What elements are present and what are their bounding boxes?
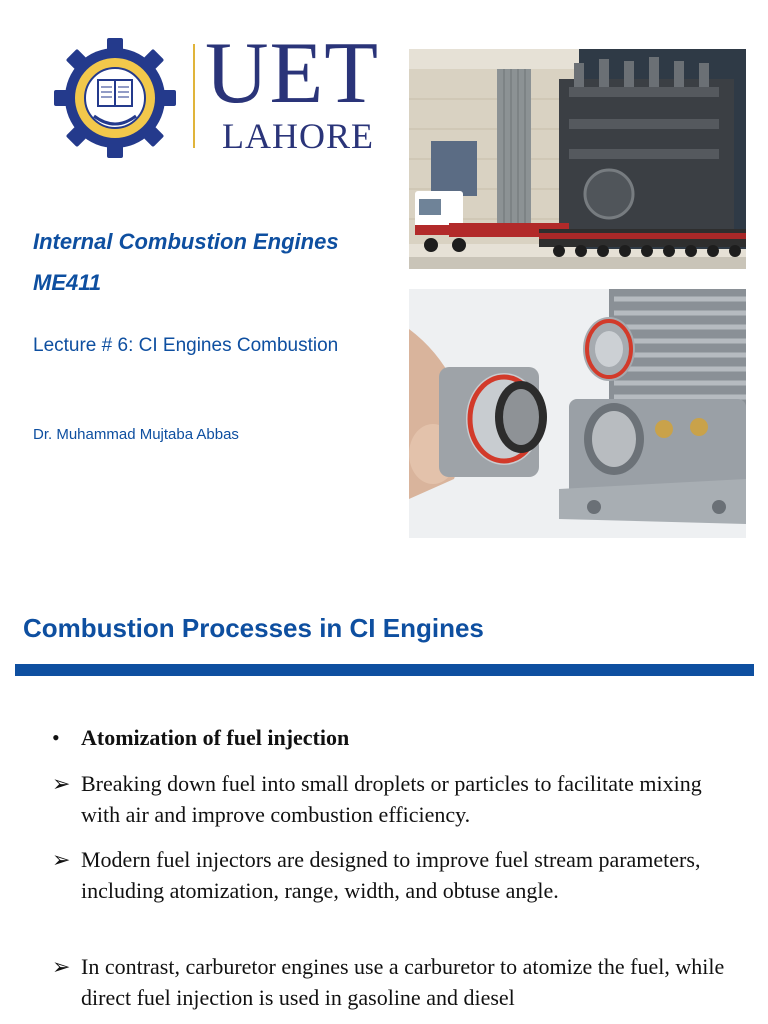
title-underline: [15, 664, 754, 676]
author-name: Dr. Muhammad Mujtaba Abbas: [33, 426, 239, 443]
large-engine-truck-photo: [409, 49, 746, 269]
list-item-text: In contrast, carburetor engines use a carburetor to atomize the fuel, while direct fuel injection is used in gasoline and diesel: [81, 954, 725, 1010]
bullet-heading: Atomization of fuel injection: [81, 725, 350, 750]
arrow-bullet-icon: ➢: [52, 954, 71, 979]
course-title: Internal Combustion Engines: [33, 229, 339, 254]
list-item-text: Breaking down fuel into small droplets or particles to facilitate mixing with air and improve combustion efficiency.: [81, 771, 702, 827]
logo-name: UET: [205, 25, 380, 122]
logo-city: LAHORE: [222, 116, 374, 156]
slide-title: Combustion Processes in CI Engines: [23, 613, 484, 643]
arrow-bullet-icon: ➢: [52, 847, 71, 872]
bullet-icon: •: [52, 725, 60, 750]
arrow-bullet-icon: ➢: [52, 771, 71, 796]
list-item-text: Modern fuel injectors are designed to improve fuel stream parameters, including atomization, range, width, and obtuse angle.: [81, 847, 701, 903]
logo-divider: [193, 44, 195, 148]
course-code: ME411: [33, 270, 102, 295]
lecture-title: Lecture # 6: CI Engines Combustion: [33, 335, 339, 356]
uet-gear-seal-logo: [52, 36, 178, 160]
small-engine-photo: [409, 289, 746, 538]
